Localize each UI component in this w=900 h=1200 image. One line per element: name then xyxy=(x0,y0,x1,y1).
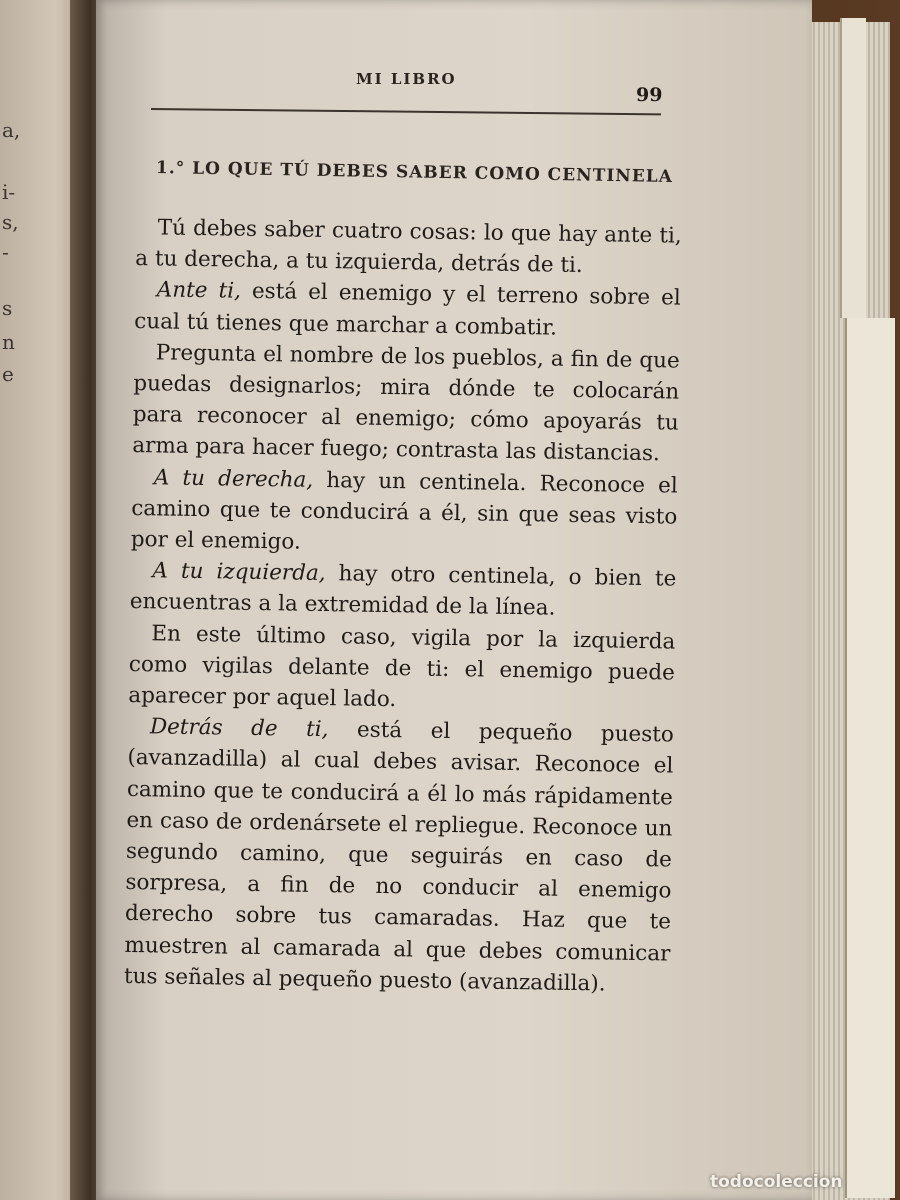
left-page-fragment: s xyxy=(2,296,13,320)
paragraph-text: está el enemigo y el terreno sobre el cual tú tienes que marchar a combatir. xyxy=(134,279,681,341)
paragraph xyxy=(132,337,680,470)
running-head: MI LIBRO xyxy=(356,70,457,88)
page-number: 99 xyxy=(636,84,663,106)
paragraph-text: Pregunta el nombre de los pueblos, a fin de que puedas designarlos; mira dónde te colocarán para reconocer al enemigo; cómo apoyarás tu arma para hacer fuego; contrasta las distancias. xyxy=(132,340,680,467)
paragraph xyxy=(130,555,677,626)
left-page-fragment: s, xyxy=(2,210,19,234)
left-page-fragment: n xyxy=(2,330,15,354)
paragraph xyxy=(128,618,675,720)
paragraph xyxy=(124,711,674,1000)
page-edges-bottom xyxy=(845,318,895,1198)
watermark: todocoleccion xyxy=(710,1172,843,1192)
paragraph xyxy=(134,274,681,345)
body-text xyxy=(124,212,682,1001)
book-page xyxy=(96,0,812,1200)
paragraph xyxy=(135,212,682,283)
paragraph-text: hay un centinela. Reconoce el camino que te conducirá a él, sin que seas visto por el enemigo. xyxy=(130,467,678,555)
paragraph-lead: Detrás de ti, xyxy=(149,714,329,743)
left-page-fragment: - xyxy=(2,240,9,264)
paragraph-text: hay otro centinela, o bien te encuentras a la extremidad de la línea. xyxy=(129,561,677,622)
paragraph xyxy=(131,462,678,564)
paragraph-lead: Ante ti, xyxy=(156,277,242,305)
header-rule xyxy=(151,108,661,115)
paragraph-lead: A tu derecha, xyxy=(153,464,314,493)
page-edges-top xyxy=(840,18,866,318)
left-page-fragment: i- xyxy=(2,180,16,204)
section-heading: 1.° LO QUE TÚ DEBES SABER COMO CENTINELA xyxy=(155,158,674,188)
left-page-fragment: a, xyxy=(2,118,21,142)
paragraph-text: Tú debes saber cuatro cosas: lo que hay ante ti, a tu derecha, a tu izquierda, detrás de ti. xyxy=(135,215,682,279)
paragraph-text: En este último caso, vigila por la izquierda como vigilas delante de ti: el enemigo puede aparecer por aquel lado. xyxy=(128,620,676,713)
paragraph-lead: A tu izquierda, xyxy=(152,558,326,587)
paragraph-text: está el pequeño puesto (avanzadilla) al cual debes avisar. Reconoce el camino que te conducirá a él lo más rápidamente en caso de ordenársete el repliegue. Reconoce un segundo camino, que seguirás en caso de sorpresa, a fin de no conducir al enemigo derecho sobre tus camaradas. Haz que te muestren al camarada al que debes comunicar tus señales al pequeño puesto (avanzadilla). xyxy=(123,717,675,997)
left-page-fragment: e xyxy=(2,362,14,386)
